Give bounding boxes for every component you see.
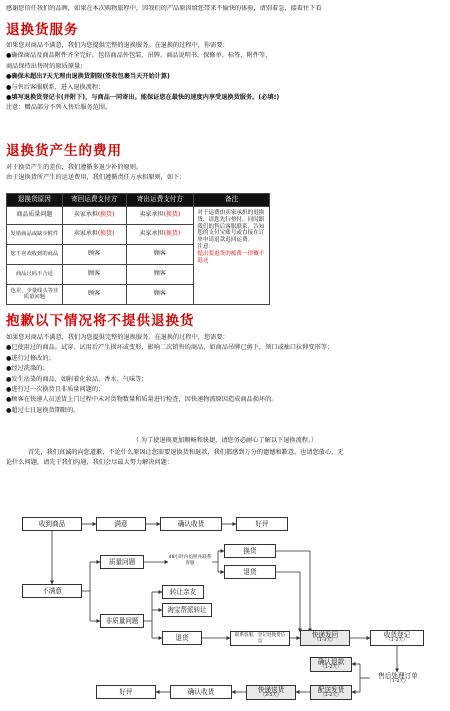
fee-reason: 商品质量问题 <box>7 207 63 225</box>
refuse-line: 如果您对商品不满意，我们为您提供完整的退换服务。在退换的过程中，您需要： <box>6 334 229 341</box>
fee-reason: 商品尺码不合适 <box>7 265 63 285</box>
node-satisfied: 满意 <box>96 517 146 531</box>
node-exchange: 换货 <box>224 544 276 558</box>
fee-reason: 您不喜欢收到的商品 <box>7 245 63 265</box>
fee-out: 顾客 <box>126 245 194 265</box>
fee-back: 顾客 <box>62 245 126 265</box>
fee-back: 卖家承担(换货) <box>62 207 126 225</box>
service-line: 如果您对商品不满意，我们为您提供完整的退换服务。在退换的过程中，你需要： <box>6 42 229 49</box>
node-good: 好评 <box>236 517 288 531</box>
node-ship-back: 快递发回 （1-3天） <box>300 630 350 646</box>
node-unsatisfied: 不满意 <box>22 584 82 598</box>
node-taobao: 淘宝帮派转让 <box>162 603 212 617</box>
node-received: 收到商品 <box>22 517 82 531</box>
fee-header: 退换货原因 <box>7 194 63 207</box>
fee-reason: 发错商品或缺少附件 <box>7 225 63 245</box>
flow-para: 论什么问题，请先于我们沟通，我们会尽最大努力解决问题： <box>6 459 174 466</box>
node-after-sales: 售后处理订单 （1-2天） <box>370 672 426 686</box>
node-non-quality: 非质量问题 <box>100 614 144 628</box>
fees-line: 由于退换货所产生的运送费用，我们遵循责任方承担原则，如下： <box>6 174 186 182</box>
node-confirm: 确认收货 <box>160 517 222 531</box>
flow-para: 首先，我们真诚的向您道歉，不论什么原因让您需要退换货和退款，我们都感到万分的遗憾和歉意。也请您放心，无 <box>28 449 344 456</box>
flow-caption: （ 为了使退换更加顺畅和快捷，请您务必耐心了解以下退换流程。） <box>132 437 318 444</box>
node-good2: 好评 <box>96 685 156 699</box>
fee-back: 顾客 <box>62 285 126 305</box>
node-transfer-friend: 转让亲友 <box>162 585 204 599</box>
fee-header: 备注 <box>194 194 270 207</box>
fee-note-red: 提出要退货的邮费一律概不退还 <box>197 250 265 264</box>
refuse-title: 抱歉以下情况将不提供退换货 <box>6 313 195 329</box>
refuse-line: ●发生沾染的商品，如附着化妆品、香水、气味等； <box>6 375 148 383</box>
fees-line: 对于换货产生的差价，我们遵循多退少补的原则。 <box>6 164 143 171</box>
fee-header: 寄回运费支付方 <box>62 194 126 207</box>
fee-back: 顾客 <box>62 265 126 285</box>
fee-out: 顾客 <box>126 285 194 305</box>
node-deliver: 配送发货 （1-2天） <box>310 685 352 700</box>
node-refund: 退货 <box>224 565 276 579</box>
node-express: 快递送货 （3-5天） <box>246 685 296 700</box>
refuse-line: ●顾客在快递人员送货上门过程中未对货物数量和质量进行检查，因快递物流原因造成商品损坏的。 <box>6 396 278 404</box>
refuse-line: ●进行过一次换货且非质量问题的； <box>6 386 105 394</box>
refuse-line: ●已使用过的商品。试穿、试用后产生损坏或变形，影响二次销售的商品，如商品吊牌已剪下，领口或袖口拉伸变形等； <box>6 344 334 352</box>
fee-out: 顾客 <box>126 265 194 285</box>
fees-title: 退换货产生的费用 <box>6 143 122 159</box>
node-quality: 质量问题 <box>100 555 144 569</box>
node-receive-reg: 收货登记 （1-2天） <box>370 630 424 646</box>
refuse-line: ●进行过修改的； <box>6 354 55 362</box>
refuse-line: ●超过七日退换货期限的。 <box>6 406 80 414</box>
fee-out: 卖家承担(换货) <box>126 207 194 225</box>
refuse-line: ●经过洗涤的； <box>6 365 49 373</box>
intro-text: 感谢您信任我们的品牌，如果在本次购物旅程中，因我们的产品原因给您带来不愉快的体验，请别着急，接着往下看 <box>6 5 322 12</box>
service-line: ●填写退换货登记卡(并附下)，与商品一同寄出。能保证您在最快的速度内享受退换货服务。(必填!) <box>6 94 280 102</box>
fee-note: 对于运费由卖家承担的退换货，请您先行垫付，同时跟我们的售后客服联系，告知您的支付宝账号或直接在订单申请退款退回运费。 注意： 提出要退货的邮费一律概不退还 <box>194 207 270 305</box>
service-line: 注意：赠品部分不列入售后服务范围。 <box>6 104 112 112</box>
node-contact: 联系客服，登记退换货信息 <box>230 631 290 646</box>
fee-out: 卖家承担(换货) <box>126 225 194 245</box>
fee-header: 寄出运费支付方 <box>126 194 194 207</box>
service-title: 退换货服务 <box>6 22 79 38</box>
node-refund2: 退货 <box>162 631 202 645</box>
node-photo: 48小时内拍照并联系客服 <box>168 555 212 566</box>
node-confirm-refund: 确认退款 （1-2天） <box>310 657 352 672</box>
node-confirm2: 确认收货 <box>170 685 232 699</box>
service-line: ●确保未超出7天无理由退换货期限(签收包裹当天开始计算) <box>6 73 170 81</box>
service-line: 商品保持出售时的原质原量； <box>6 62 87 70</box>
service-line: ●与售后客服联系，进入退换流程； <box>6 83 105 91</box>
fee-back: 卖家承担(换货) <box>62 225 126 245</box>
fee-reason: 色差、少量线头等非质量问题 <box>7 285 63 305</box>
service-line: ●确保商品及商品附件齐全完好，包括商品外包装、吊牌、商品说明书、保修单、标签、附件等， <box>6 52 272 60</box>
